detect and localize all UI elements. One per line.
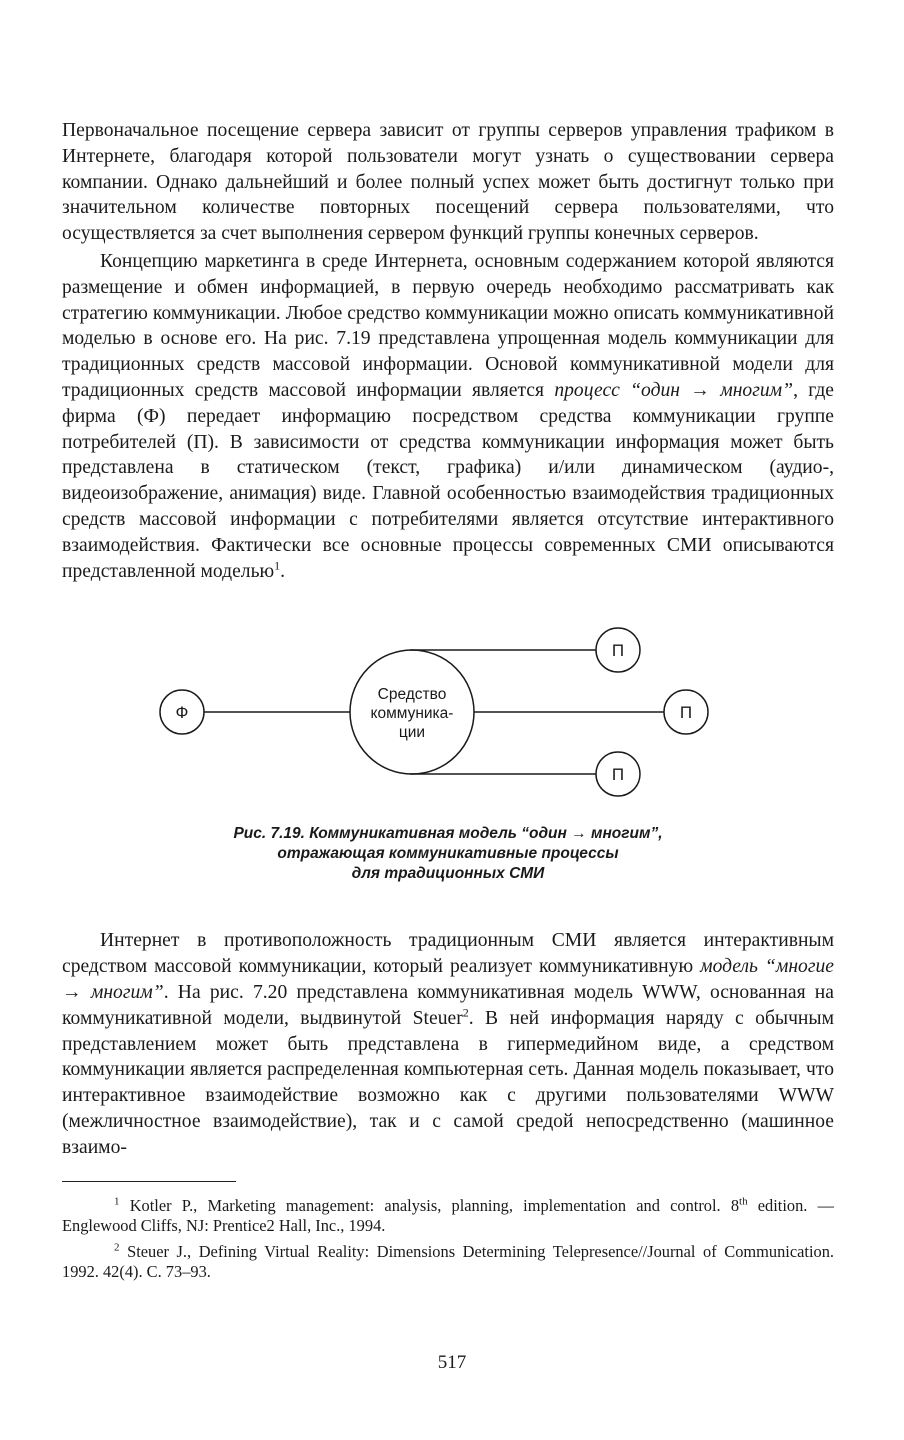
footnote-2-mark: 2 <box>114 1241 120 1254</box>
footnote-1-ordinal: th <box>739 1195 748 1208</box>
communication-diagram <box>62 596 834 824</box>
footnote-1 <box>62 1196 834 1236</box>
caption-line-2: отражающая коммуникативные процессы <box>277 845 619 863</box>
medium-label-line-3: ции <box>398 724 426 742</box>
page-body <box>62 118 834 1282</box>
figure-7-19 <box>62 596 834 824</box>
paragraph-3 <box>62 928 834 1160</box>
paragraph-2-text-a: Концепцию маркетинга в среде Интернета, основным содержанием которой являются размещение и обмен информацией, в первую очередь необходимо рассматривать как стратегию коммуникации. Любое средство коммуникации можно описать коммуникативной моделью в основе его. На рис. 7.19 представлена упрощенная модель коммуникации для традиционных средств массовой информации. Основой коммуникативной модели для традиционных средств массовой информации является <box>62 250 834 401</box>
footnote-1-text-b: edition. — Englewood Cliffs, NJ: Prentice2 Hall, Inc., 1994. <box>62 1195 834 1235</box>
paragraph-2 <box>62 249 834 584</box>
paragraph-3-text-a: Интернет в противоположность традиционным СМИ является интерактивным средством массовой коммуникации, который реализует коммуникативную <box>62 930 834 978</box>
medium-label-line-2: коммуника- <box>370 705 454 723</box>
medium-label-line-1: Средство <box>377 686 447 704</box>
paragraph-3-text-c: . В ней информация наряду с обычным представлением может быть представлена в гипермедийном виде, а средством коммуникации является распределенная компьютерная сеть. Данная модель показывает, что интерактивное взаимодействие возможно как с другими пользователями WWW (межличностное взаимодействие), так и с самой средой непосредственно (машинное взаимо- <box>62 1007 834 1158</box>
source-label: Ф <box>175 703 189 723</box>
figure-caption <box>62 824 834 884</box>
consumer-label-bottom: П <box>611 765 625 785</box>
consumer-label-top: П <box>611 641 625 661</box>
footnote-2-text: Steuer J., Defining Virtual Reality: Dimensions Determining Telepresence//Journal of Communication. 1992. 42(4). С. 73–93. <box>62 1241 834 1281</box>
page-number: 517 <box>437 1352 467 1373</box>
footnote-2 <box>62 1242 834 1282</box>
footnote-1-text-a: Kotler P., Marketing management: analysis, planning, implementation and control. 8 <box>129 1195 740 1215</box>
paragraph-3-italic-term: модель “многие → многим” <box>62 956 834 1003</box>
footnote-ref-1: 1 <box>274 558 281 573</box>
footnote-ref-2: 2 <box>462 1005 469 1020</box>
paragraph-2-text-b: , где фирма (Ф) передает информацию посредством средства коммуникации группе потребителей (П). В зависимости от средства коммуникации информация может быть представлена в статическом (текст, графика) и/или динамическом (аудио-, видеоизображение, анимация) виде. Главной особенностью взаимодействия традиционных средств массовой информации с потребителями является отсутствие интерактивного взаимодействия. Фактически все основные процессы современных СМИ описываются представленной моделью <box>62 379 834 582</box>
paragraph-3-text-b: . На рис. 7.20 представлена коммуникативная модель WWW, основанная на коммуникативной модели, выдвинутой Steuer <box>62 981 834 1029</box>
consumer-label-middle: П <box>679 703 693 723</box>
paragraph-2-italic-term: процесс “один → многим” <box>554 379 794 401</box>
paragraph-1: Первоначальное посещение сервера зависит от группы серверов управления трафиком в Интернете, благодаря которой пользователи могут узнать о существовании сервера компании. Однако дальнейший и более полный успех может быть достигнут только при значительном количестве повторных посещений сервера пользователями, что осуществляется за счет выполнения сервером функций группы конечных серверов. <box>62 120 834 245</box>
caption-line-1: Рис. 7.19. Коммуникативная модель “один → многим”, <box>233 825 663 843</box>
footnote-1-mark: 1 <box>114 1195 120 1208</box>
paragraph-2-end: . <box>280 560 286 582</box>
footnote-divider <box>62 1181 236 1182</box>
caption-line-3: для традиционных СМИ <box>351 865 545 883</box>
